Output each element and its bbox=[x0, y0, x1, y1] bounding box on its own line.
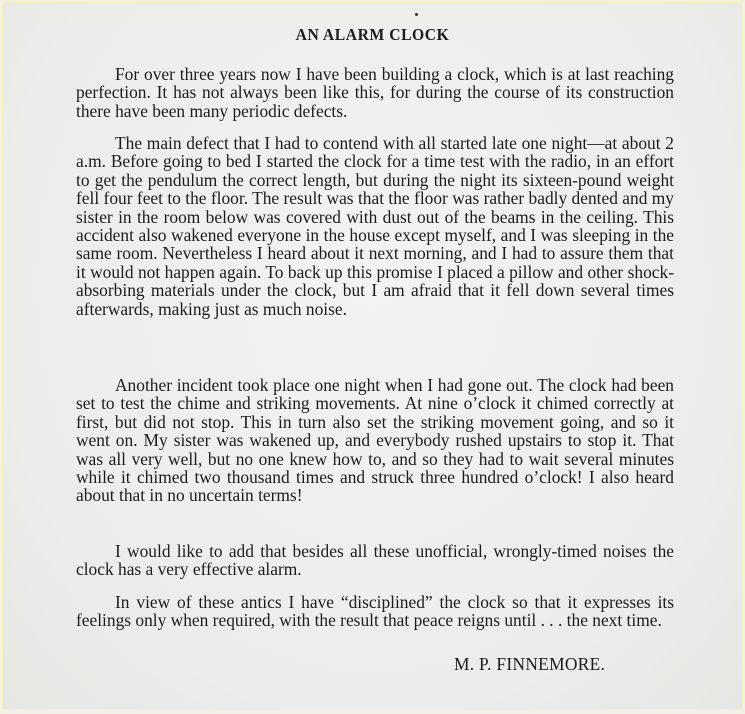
paragraph-1 bbox=[76, 65, 674, 120]
paragraph-3 bbox=[76, 376, 674, 505]
paragraph-text: The main defect that I had to contend with all started late one night—at about 2 a.m. Before going to bed I started the clock for a time test with the radio, in an effort to get the pendulum the correct length, but during the night its sixteen-pound weight fell four feet to the floor. The result was that the floor was rather badly dented and my sister in the room below was covered with dust out of the beams in the ceiling. This accident also wakened everyone in the house except myself, and I was sleeping in the same room. Nevertheless I heard about it next morning, and I had to assure them that it would not happen again. To back up this promise I placed a pillow and other shock-absorbing materials under the clock, but I am afraid that it fell down several times afterwards, making just as much noise. bbox=[76, 133, 674, 319]
author-signature: M. P. FINNEMORE. bbox=[454, 654, 606, 674]
print-speck bbox=[415, 13, 418, 16]
document-page bbox=[2, 2, 743, 710]
paragraph-5 bbox=[76, 593, 674, 630]
paragraph-4 bbox=[76, 542, 674, 579]
paragraph-text: In view of these antics I have “disciplined” the clock so that it expresses its feelings only when required, with the result that peace reigns until . . . the next time. bbox=[76, 592, 674, 631]
paragraph-text: For over three years now I have been building a clock, which is at last reaching perfection. It has not always been like this, for during the course of its construction there have been many periodic defects. bbox=[76, 64, 674, 121]
article-title: AN ALARM CLOCK bbox=[295, 25, 450, 44]
paragraph-text: Another incident took place one night when I had gone out. The clock had been set to test the chime and striking movements. At nine o’clock it chimed correctly at first, but did not stop. This in turn also set the striking movement going, and so it went on. My sister was wakened up, and everybody rushed upstairs to stop it. That was all very well, but no one knew how to, and so they had to wait several minutes while it chimed two thousand times and struck three hundred o’clock! I also heard about that in no uncertain terms! bbox=[76, 375, 674, 506]
paragraph-text: I would like to add that besides all these unofficial, wrongly-timed noises the clock has a very effective alarm. bbox=[76, 541, 674, 580]
paragraph-2 bbox=[76, 134, 674, 318]
